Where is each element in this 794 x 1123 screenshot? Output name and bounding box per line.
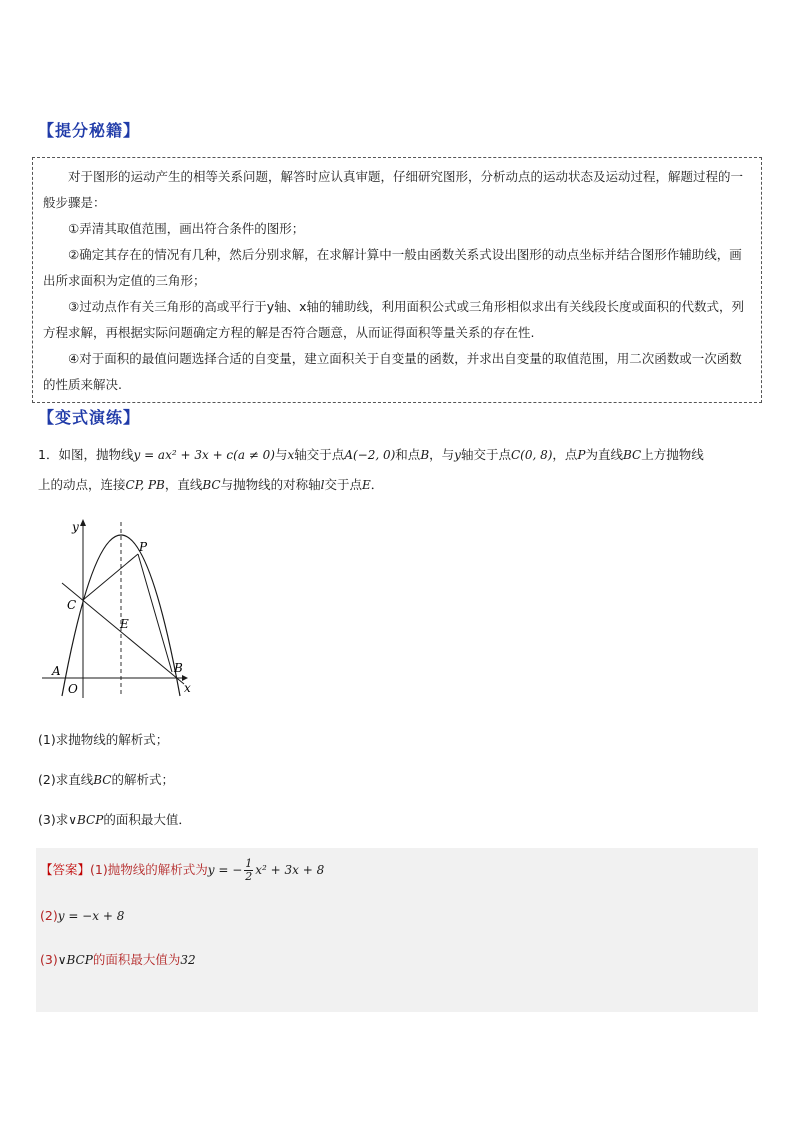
label-y: y (72, 520, 79, 534)
line-bc-ref: BC (623, 448, 642, 462)
answer-3-value: 32 (180, 953, 196, 967)
question-1: (1)求抛物线的解析式； (38, 732, 169, 747)
line-bc (62, 583, 184, 684)
tips-title: 【提分秘籍】 (38, 121, 141, 140)
answer-1 (40, 858, 324, 883)
answer-1-math: x² + 3x + 8 (255, 863, 325, 877)
line-bc-ref: BC (202, 478, 221, 492)
answer-3-triangle: ∨BCP (57, 953, 93, 967)
problem-number: 1．如图，抛物线 (38, 447, 134, 462)
label-x: x (184, 681, 191, 695)
problem-text: 与抛物线的对称轴 (220, 477, 321, 492)
answer-box (36, 848, 758, 1012)
problem-text: ，点 (552, 447, 578, 462)
problem-text: 轴交于点 (460, 447, 511, 462)
point-c-ref: C(0, 8) (510, 448, 553, 462)
label-c: C (67, 598, 77, 612)
segment-pb (138, 554, 172, 672)
problem-text: 上的动点，连接 (38, 477, 126, 492)
fraction-denominator: 2 (245, 870, 253, 883)
problem-text: 与 (275, 447, 288, 462)
tips-box (32, 157, 762, 403)
answer-1-text: (1)抛物线的解析式为 (90, 862, 208, 877)
question-2-text: (2)求直线 (38, 772, 94, 787)
axis-y-ref: y (454, 448, 461, 462)
parabola-figure (38, 514, 198, 700)
problem-text: 和点 (395, 447, 421, 462)
tips-step-2: ②确定其存在的情况有几种，然后分别求解，在求解计算中一般由函数关系式设出图形的动点坐标并结合图形作辅助线，画出所求面积为定值的三角形； (43, 247, 742, 288)
segments-ref: CP, PB (125, 478, 165, 492)
problem-text: ，直线 (164, 477, 203, 492)
fraction-numerator: 1 (245, 857, 253, 870)
label-e: E (120, 617, 129, 631)
axis-l-ref: l (320, 478, 325, 492)
problem-text: 上方抛物线 (641, 447, 704, 462)
question-3-triangle: ∨BCP (68, 813, 104, 827)
point-e-ref: E (362, 478, 371, 492)
answer-2 (40, 908, 124, 923)
y-axis-arrow (80, 519, 86, 526)
point-p-ref: P (577, 448, 586, 462)
point-b-ref: B (420, 448, 430, 462)
problem-text: 交于点 (324, 477, 362, 492)
answer-2-math: y = −x + 8 (57, 909, 125, 923)
problem-statement (38, 440, 758, 500)
question-3-text: (3)求 (38, 812, 69, 827)
answer-1-math: y = − (207, 863, 243, 877)
point-a-ref: A(−2, 0) (344, 448, 396, 462)
label-a: A (52, 664, 61, 678)
parabola-equation: y = ax² + 3x + c(a ≠ 0) (133, 448, 275, 462)
tips-step-4: ④对于面积的最值问题选择合适的自变量，建立面积关于自变量的函数，并求出自变量的取值范围，用二次函数或一次函数的性质来解决. (43, 351, 742, 392)
answer-2-text: (2) (40, 908, 58, 923)
question-3-text: 的面积最大值． (103, 812, 191, 827)
problem-text: ． (370, 477, 384, 492)
question-2-text: 的解析式； (111, 772, 174, 787)
question-2-line: BC (93, 773, 112, 787)
question-2 (38, 770, 174, 788)
label-b: B (174, 661, 183, 675)
tips-intro: 对于图形的运动产生的相等关系问题，解答时应认真审题，仔细研究图形，分析动点的运动状态及运动过程，解题过程的一般步骤是： (43, 169, 744, 210)
parabola-diagram (38, 514, 198, 700)
problem-text: 轴交于点 (294, 447, 345, 462)
practice-title: 【变式演练】 (38, 408, 141, 427)
problem-text: 为直线 (585, 447, 624, 462)
question-3 (38, 810, 191, 828)
answer-3-text: 的面积最大值为 (92, 952, 181, 967)
answer-1-fraction (244, 858, 253, 883)
axis-x-ref: x (287, 448, 295, 462)
tips-step-1: ①弄清其取值范围，画出符合条件的图形； (68, 221, 305, 236)
answer-tag: 【答案】 (40, 862, 91, 877)
answer-3 (40, 950, 196, 968)
label-p: P (139, 540, 148, 554)
problem-text: ，与 (429, 447, 455, 462)
label-o: O (68, 682, 78, 696)
tips-step-3: ③过动点作有关三角形的高或平行于y轴、x轴的辅助线，利用面积公式或三角形相似求出有关线段长度或面积的代数式，列方程求解，再根据实际问题确定方程的解是否符合题意，从而证得面积等量关系的存在性. (43, 299, 745, 340)
answer-3-text: (3) (40, 952, 58, 967)
